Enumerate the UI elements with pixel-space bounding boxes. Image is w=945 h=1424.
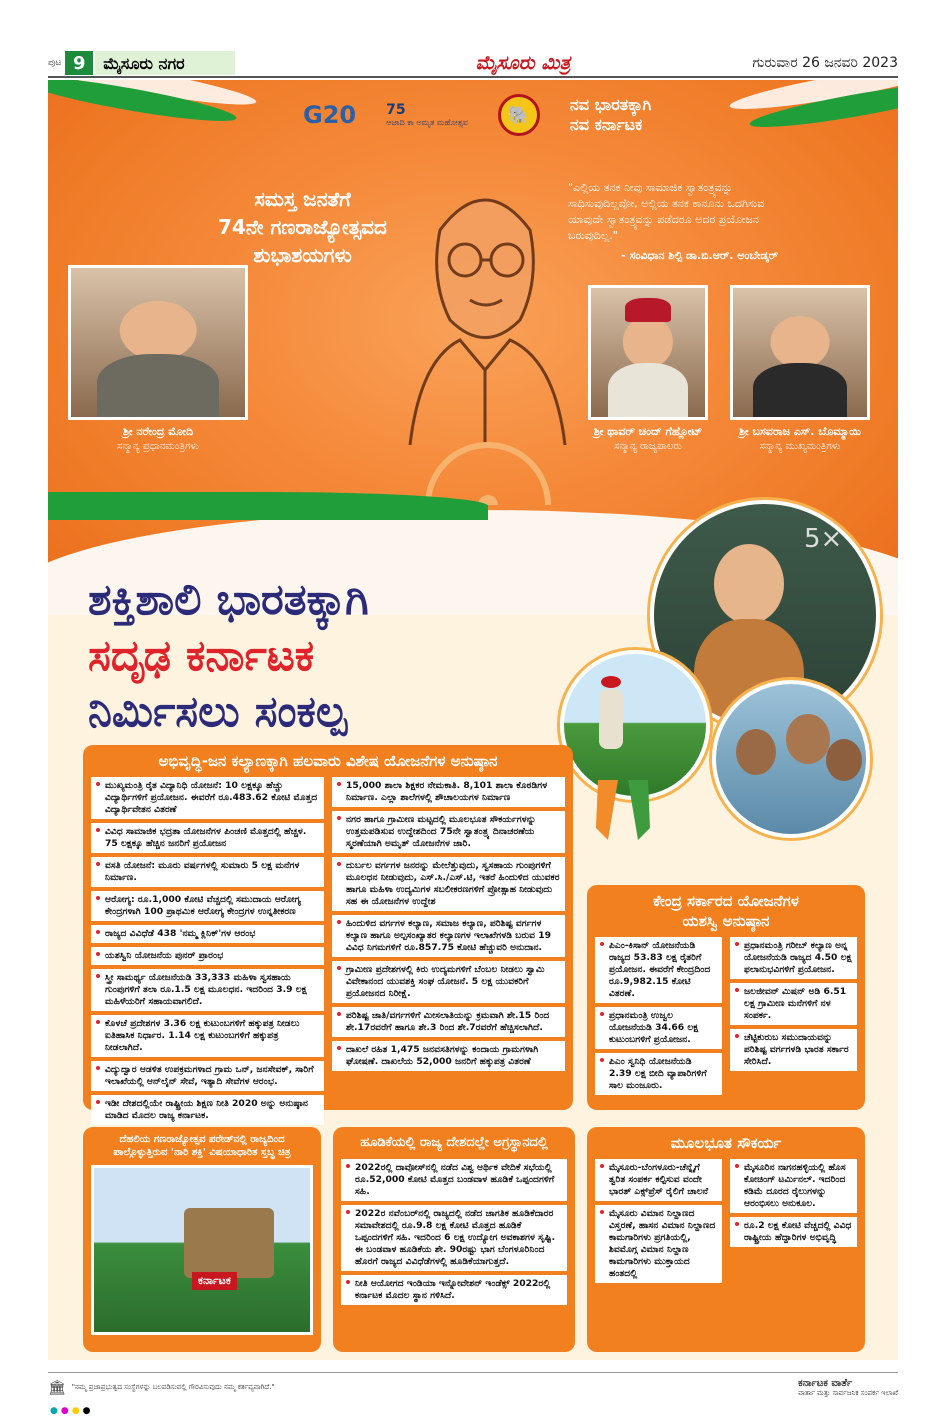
ashoka-chakra-icon xyxy=(378,425,598,505)
list-item: 2022ರ ನವೆಂಬರ್‌ನಲ್ಲಿ ರಾಜ್ಯದಲ್ಲಿ ನಡೆದ ಜಾಗತಿಕ ಹೂಡಿಕೆದಾರರ ಸಮಾವೇಶದಲ್ಲಿ ರೂ.9.8 ಲಕ್ಷ ಕೋಟಿ ಮೊತ್ತದ ಹೂಡಿಕೆ ಒಪ್ಪಂದಗಳಿಗೆ ಸಹಿ. ಇದರಿಂದ 6 ಲಕ್ಷ ಉದ್ಯೋಗ ಅವಕಾಶಗಳ ಸೃಷ್ಟಿ. ಈ ಬಂಡವಾಳ ಹೂಡಿಕೆಯ ಶೇ. 90ರಷ್ಟು ಭಾಗ ಬೆಂಗಳೂರಿನಿಂದ ಹೊರಗೆ ರಾಜ್ಯದ ವಿವಿಧೆಡೆಗಳಲ್ಲಿ ಹೂಡಿಕೆಯಾಗುತ್ತದೆ. xyxy=(341,1205,567,1271)
list-item: ನೀತಿ ಆಯೋಗದ ಇಂಡಿಯಾ ಇನ್ನೋವೇಶನ್ ಇಂಡೆಕ್ಸ್ 2022ರಲ್ಲಿ ಕರ್ನಾಟಕ ಮೊದಲ ಸ್ಥಾನ ಗಳಿಸಿದೆ. xyxy=(341,1275,567,1305)
paper-name: ಮೈಸೂರು ಮಿತ್ರ xyxy=(475,52,571,74)
cm-caption: ಶ್ರೀ ಬಸವರಾಜ ಎಸ್. ಬೊಮ್ಮಾಯಿ ಸನ್ಮಾನ್ಯ ಮುಖ್ಯಮಂತ್ರಿಗಳು xyxy=(739,425,861,452)
list-item: ಮೈಸೂರು-ಬೆಂಗಳೂರು-ಚೆನ್ನೈಗೆ ತ್ವರಿತ ಸಂಪರ್ಕ ಕಲ್ಪಿಸುವ ವಂದೇ ಭಾರತ್ ಎಕ್ಸ್‌ಪ್ರೆಸ್ ರೈಲಿಗೆ ಚಾಲನೆ xyxy=(595,1159,722,1201)
list-item: ಆರೋಗ್ಯ: ರೂ.1,000 ಕೋಟಿ ವೆಚ್ಚದಲ್ಲಿ ಸಮುದಾಯ ಆರೋಗ್ಯ ಕೇಂದ್ರಗಳಾಗಿ 100 ಪ್ರಾಥಮಿಕ ಆರೋಗ್ಯ ಕೇಂದ್ರಗಳ ಉನ್ನತೀಕರಣ xyxy=(91,891,324,921)
infra-title: ಮೂಲಭೂತ ಸೌಕರ್ಯ xyxy=(670,1134,782,1152)
footer-quote: "ನಮ್ಮ ಪ್ರಜಾಪ್ರಭುತ್ವದ ಸಂಸ್ಥೆಗಳನ್ನು ಬಲಪಡಿಸುವಲ್ಲಿ ಗೌರವಿಸುವುದು ನಮ್ಮ ಕರ್ತವ್ಯವಾಗಿದೆ." xyxy=(71,1383,275,1391)
issue-date: ಗುರುವಾರ 26 ಜನವರಿ 2023 xyxy=(752,55,898,71)
karnataka-seal-icon: 🐘 xyxy=(498,94,540,136)
list-item: ಪರಿಶಿಷ್ಟ ಜಾತಿ/ವರ್ಗಗಳಿಗೆ ಮೀಸಲಾತಿಯನ್ನು ಕ್ರಮವಾಗಿ ಶೇ.15 ರಿಂದ ಶೇ.17ರವರೆಗೆ ಹಾಗೂ ಶೇ.3 ರಿಂದ ಶೇ.7ರವರೆಗೆ ಹೆಚ್ಚಿಸಲಾಗಿದೆ. xyxy=(332,1007,565,1037)
list-item: ಪಿಎಂ-ಕಿಸಾನ್ ಯೋಜನೆಯಡಿ ರಾಜ್ಯದ 53.83 ಲಕ್ಷ ರೈತರಿಗೆ ಪ್ರಯೋಜನ. ಈವರೆಗೆ ಕೇಂದ್ರದಿಂದ ರೂ.9,982.15 ಕೋಟಿ ವಿತರಣೆ. xyxy=(595,937,722,1003)
central-title: ಕೇಂದ್ರ ಸರ್ಕಾರದ ಯೋಜನೆಗಳ ಯಶಸ್ವಿ ಅನುಷ್ಠಾನ xyxy=(653,892,799,930)
investment-title: ಹೂಡಿಕೆಯಲ್ಲಿ ರಾಜ್ಯ ದೇಶದಲ್ಲೇ ಅಗ್ರಸ್ಥಾನದಲ್ಲಿ xyxy=(360,1135,548,1150)
headline: ಶಕ್ತಿಶಾಲಿ ಭಾರತಕ್ಕಾಗಿ ಸದೃಢ ಕರ್ನಾಟಕ ನಿರ್ಮಿಸಲು ಸಂಕಲ್ಪ xyxy=(88,575,369,737)
ambedkar-sketch xyxy=(380,160,590,445)
g20-logo: G20 xyxy=(303,101,357,129)
list-item: ರಾಜ್ಯದ ವಿವಿಧೆಡೆ 438 'ನಮ್ಮ ಕ್ಲಿನಿಕ್'ಗಳ ಆರಂಭ xyxy=(91,925,324,943)
students-photo xyxy=(712,680,870,838)
print-marks: ●●●● xyxy=(50,1406,94,1416)
central-schemes-box xyxy=(587,885,865,1110)
list-item: ಗ್ರಾಮೀಣ ಪ್ರದೇಶಗಳಲ್ಲಿ ಕಿರು ಉದ್ಯಮಗಳಿಗೆ ಬೆಂಬಲ ನೀಡಲು ಸ್ವಾಮಿ ವಿವೇಕಾನಂದ ಯುವಶಕ್ತಿ ಸಂಘ ಯೋಜನೆ. 5 ಲಕ್ಷ ಯುವಕರಿಗೆ ಪ್ರಯೋಜನದ ನಿರೀಕ್ಷೆ. xyxy=(332,961,565,1003)
list-item: ಪ್ರಧಾನಮಂತ್ರಿ ಉಜ್ವಲ ಯೋಜನೆಯಡಿ 34.66 ಲಕ್ಷ ಕುಟುಂಬಗಳಿಗೆ ಪ್ರಯೋಜನ. xyxy=(595,1007,722,1049)
tableau-photo xyxy=(91,1165,313,1335)
masthead xyxy=(48,50,898,78)
list-item: ಹಿಂದುಳಿದ ವರ್ಗಗಳ ಕಲ್ಯಾಣ, ಸಮಾಜ ಕಲ್ಯಾಣ, ಪರಿಶಿಷ್ಟ ವರ್ಗಗಳ ಕಲ್ಯಾಣ ಹಾಗೂ ಅಲ್ಪಸಂಖ್ಯಾತರ ಕಲ್ಯಾಣಗಳ ಇಲಾಖೆಗಳಡಿ ಬರುವ 19 ವಿವಿಧ ನಿಗಮಗಳಿಗೆ ರೂ.857.75 ಕೋಟಿ ಹೆಚ್ಚುವರಿ ಅನುದಾನ. xyxy=(332,915,565,957)
parliament-icon: 🏛 xyxy=(48,1379,66,1396)
list-item: ಚೆಟ್ಟಿಕುರುಬ ಸಮುದಾಯವನ್ನು ಪರಿಶಿಷ್ಟ ವರ್ಗಗಳಡಿ ಭಾರತ ಸರ್ಕಾರ ಸೇರಿಸಿದೆ. xyxy=(730,1029,857,1071)
list-item: ಮೈಸೂರಿನ ನಾಗನಹಳ್ಳಿಯಲ್ಲಿ ಹೊಸ ಕೋಚಿಂಗ್ ಟರ್ಮಿನಲ್. ಇದರಿಂದ ಕಡಿಮೆ ದೂರದ ರೈಲುಗಳನ್ನು ಆರಂಭಿಸಲು ಅನುಕೂಲ. xyxy=(730,1159,857,1213)
page-label: ಪುಟ xyxy=(48,58,62,68)
list-item: ಸ್ತ್ರೀ ಸಾಮರ್ಥ್ಯ ಯೋಜನೆಯಡಿ 33,333 ಮಹಿಳಾ ಸ್ವಸಹಾಯ ಗುಂಪುಗಳಿಗೆ ತಲಾ ರೂ.1.5 ಲಕ್ಷ ಮೂಲಧನ. ಇದರಿಂದ 3.9 ಲಕ್ಷ ಮಹಿಳೆಯರಿಗೆ ಸಹಾಯವಾಗಲಿದೆ. xyxy=(91,969,324,1011)
list-item: 2022ರಲ್ಲಿ ದಾವೋಸ್‌ನಲ್ಲಿ ನಡೆದ ವಿಶ್ವ ಆರ್ಥಿಕ ವೇದಿಕೆ ಸಭೆಯಲ್ಲಿ ರೂ.52,000 ಕೋಟಿ ಮೊತ್ತದ ಬಂಡವಾಳ ಹೂಡಿಕೆ ಒಪ್ಪಂದಗಳಿಗೆ ಸಹಿ. xyxy=(341,1159,567,1201)
list-item: ಪಿಎಂ ಸ್ವನಿಧಿ ಯೋಜನೆಯಡಿ 2.39 ಲಕ್ಷ ಬೀದಿ ವ್ಯಾಪಾರಿಗಳಿಗೆ ಸಾಲ ಮಂಜೂರು. xyxy=(595,1053,722,1095)
list-item: ವಿದ್ಯುದ್ವಾರ ಆಡಳಿತ ಉಪಕ್ರಮಗಳಾದ ಗ್ರಾಮ ಒನ್, ಜನಸೇವಕ್, ಸಾರಿಗೆ ಇಲಾಖೆಯಲ್ಲಿ ಆನ್‌ಲೈನ್ ಸೇವೆ, ಇತ್ಯಾದಿ ಸೇವೆಗಳ ಆರಂಭ. xyxy=(91,1061,324,1091)
welfare-schemes-box xyxy=(83,745,573,1121)
parade-box xyxy=(83,1127,321,1352)
list-item: ನಗರ ಹಾಗೂ ಗ್ರಾಮೀಣ ಮಟ್ಟದಲ್ಲಿ ಮೂಲಭೂತ ಸೌಕರ್ಯಗಳನ್ನು ಉತ್ತಮಪಡಿಸುವ ಉದ್ದೇಶದಿಂದ 75ನೇ ಸ್ವಾತಂತ್ರ್ಯ ದಿನಾಚರಣೆಯ ಸ್ಮರಣೆಯಾಗಿ ಅಮೃತ್ ಯೋಜನೆಗಳ ಜಾರಿ. xyxy=(332,811,565,853)
logo-row xyxy=(303,94,651,136)
list-item: 15,000 ಶಾಲಾ ಶಿಕ್ಷಕರ ನೇಮಕಾತಿ. 8,101 ಶಾಲಾ ಕೊಠಡಿಗಳ ನಿರ್ಮಾಣ. ಎಲ್ಲಾ ಶಾಲೆಗಳಲ್ಲಿ ಶೌಚಾಲಯಗಳ ನಿರ್ಮಾಣ xyxy=(332,777,565,807)
slogan: ನವ ಭಾರತಕ್ಕಾಗಿ ನವ ಕರ್ನಾಟಕ xyxy=(569,95,652,134)
list-item: ಯಶಸ್ವಿನಿ ಯೋಜನೆಯ ಪುನರ್ ಪ್ರಾರಂಭ xyxy=(91,947,324,965)
footer xyxy=(48,1372,898,1402)
footer-dept: ಕರ್ನಾಟಕ ವಾರ್ತೆ ವಾರ್ತಾ ಮತ್ತು ಸಾರ್ವಜನಿಕ ಸಂಪರ್ಕ ಇಲಾಖೆ xyxy=(798,1377,898,1397)
list-item: ಇಡೀ ದೇಶದಲ್ಲಿಯೇ ರಾಷ್ಟ್ರೀಯ ಶಿಕ್ಷಣ ನೀತಿ 2020 ಅನ್ನು ಅನುಷ್ಠಾನ ಮಾಡಿದ ಮೊದಲ ರಾಜ್ಯ ಕರ್ನಾಟಕ. xyxy=(91,1095,324,1125)
governor-portrait xyxy=(588,285,708,420)
farmer-photo xyxy=(560,650,710,800)
ribbon-decoration xyxy=(588,780,658,840)
infra-left-column xyxy=(595,1159,722,1283)
section-title: ಮೈಸೂರು ನಗರ xyxy=(95,51,234,75)
teacher-photo: 5× xyxy=(650,500,880,730)
parade-caption: ದೆಹಲಿಯ ಗಣರಾಜ್ಯೋತ್ಸವ ಪರೇಡ್‌ನಲ್ಲಿ ರಾಜ್ಯದಿಂದ ಪಾಲ್ಗೊಳ್ಳುತ್ತಿರುವ 'ನಾರಿ ಶಕ್ತಿ' ವಿಷಯಾಧಾರಿತ ಸ್ತಬ್ಧ ಚಿತ್ರ xyxy=(113,1134,291,1158)
page-number: 9 xyxy=(65,51,93,75)
list-item: ಜಲಜೀವನ್ ಮಿಷನ್ ಅಡಿ 6.51 ಲಕ್ಷ ಗ್ರಾಮೀಣ ಮನೆಗಳಿಗೆ ನಳ ಸಂಪರ್ಕ. xyxy=(730,983,857,1025)
tableau-label: ಕರ್ನಾಟಕ xyxy=(192,1272,237,1290)
list-item: ಮೈಸೂರು ವಿಮಾನ ನಿಲ್ದಾಣದ ವಿಸ್ತರಣೆ, ಹಾಸನ ವಿಮಾನ ನಿಲ್ದಾಣದ ಕಾಮಗಾರಿಗಳು ಪ್ರಗತಿಯಲ್ಲಿ, ಶಿವಮೊಗ್ಗ ವಿಮಾನ ನಿಲ್ದಾಣ ಕಾಮಗಾರಿಗಳು ಮುಕ್ತಾಯದ ಹಂತದಲ್ಲಿ xyxy=(595,1205,722,1283)
cm-portrait xyxy=(730,285,870,420)
list-item: ಕೊಳಚೆ ಪ್ರದೇಶಗಳ 3.36 ಲಕ್ಷ ಕುಟುಂಬಗಳಿಗೆ ಹಕ್ಕುಪತ್ರ ನೀಡಲು ಐತಿಹಾಸಿಕ ನಿರ್ಧಾರ. 1.14 ಲಕ್ಷ ಕುಟುಂಬಗಳಿಗೆ ಹಕ್ಕುಪತ್ರ ನೀಡಲಾಗಿದೆ. xyxy=(91,1015,324,1057)
ambedkar-quote: "ಎಲ್ಲಿಯ ತನಕ ನೀವು ಸಾಮಾಜಿಕ ಸ್ವಾತಂತ್ರ್ಯವನ್ನು ಸಾಧಿಸುವುದಿಲ್ಲವೋ, ಅಲ್ಲಿಯ ತನಕ ಕಾನೂನು ಒದಗಿಸುವ ಯಾವುದೇ ಸ್ವಾತಂತ್ರ್ಯವನ್ನು ಪಡೆದರೂ ಅದರ ಪ್ರಯೋಜನ ಬರುವುದಿಲ್ಲ." - ಸಂವಿಧಾನ ಶಿಲ್ಪಿ ಡಾ.ಬಿ.ಆರ್. ಅಂಬೇಡ್ಕರ್ xyxy=(568,181,778,262)
flag-wave-green xyxy=(48,492,488,520)
investment-box xyxy=(333,1127,575,1352)
central-right-column xyxy=(730,937,857,1095)
list-item: ವಿವಿಧ ಸಾಮಾಜಿಕ ಭದ್ರತಾ ಯೋಜನೆಗಳ ಪಿಂಚಣಿ ಮೊತ್ತದಲ್ಲಿ ಹೆಚ್ಚಳ. 75 ಲಕ್ಷಕ್ಕೂ ಹೆಚ್ಚಿನ ಜನರಿಗೆ ಪ್ರಯೋಜನ xyxy=(91,823,324,853)
welfare-left-column xyxy=(91,777,324,1125)
welfare-right-column xyxy=(332,777,565,1125)
infra-right-column xyxy=(730,1159,857,1283)
modi-portrait xyxy=(68,265,248,420)
central-left-column xyxy=(595,937,722,1095)
azadi-logo: 75 ಆಜಾದಿ ಕಾ ಅಮೃತ ಮಹೋತ್ಸವ xyxy=(386,102,468,127)
list-item: ದುರ್ಬಲ ವರ್ಗಗಳ ಜನರನ್ನು ಮೇಲೆತ್ತುವುದು, ಸ್ವಸಹಾಯ ಗುಂಪುಗಳಿಗೆ ಮೂಲಧನ ನೀಡುವುದು, ಎಸ್.ಸಿ./ಎಸ್.ಟಿ, ಇತರೆ ಹಿಂದುಳಿದ ಯುವಕರ ಹಾಗೂ ಮಹಿಳಾ ಉದ್ಯಮಿಗಳ ಸಬಲೀಕರಣಗಳಿಗೆ ಪ್ರೋತ್ಸಾಹ ನೀಡುವುದು ಸಹ ಈ ಯೋಜನೆಗಳ ಉದ್ದೇಶ xyxy=(332,857,565,911)
list-item: ರೂ.2 ಲಕ್ಷ ಕೋಟಿ ವೆಚ್ಚದಲ್ಲಿ ವಿವಿಧ ರಾಷ್ಟ್ರೀಯ ಹೆದ್ದಾರಿಗಳ ಅಭಿವೃದ್ಧಿ xyxy=(730,1217,857,1247)
republic-day-greeting: ಸಮಸ್ತ ಜನತೆಗೆ 74ನೇ ಗಣರಾಜ್ಯೋತ್ಸವದ ಶುಭಾಶಯಗಳು xyxy=(218,187,387,267)
modi-caption: ಶ್ರೀ ನರೇಂದ್ರ ಮೋದಿ ಸನ್ಮಾನ್ಯ ಪ್ರಧಾನಮಂತ್ರಿಗಳು xyxy=(117,425,199,452)
list-item: ಪ್ರಧಾನಮಂತ್ರಿ ಗರೀಬ್ ಕಲ್ಯಾಣ ಅನ್ನ ಯೋಜನೆಯಡಿ ರಾಜ್ಯದ 4.50 ಲಕ್ಷ ಫಲಾನುಭವಿಗಳಿಗೆ ಪ್ರಯೋಜನ. xyxy=(730,937,857,979)
list-item: ದಾಖಲೆ ರಹಿತ 1,475 ಜನವಸತಿಗಳನ್ನು ಕಂದಾಯ ಗ್ರಾಮಗಳಾಗಿ ಘೋಷಣೆ. ದಾಖಲೆಯ 52,000 ಜನರಿಗೆ ಹಕ್ಕುಪತ್ರ ವಿತರಣೆ xyxy=(332,1041,565,1071)
investment-list xyxy=(341,1159,567,1305)
welfare-title: ಅಭಿವೃದ್ಧಿ-ಜನ ಕಲ್ಯಾಣಕ್ಕಾಗಿ ಹಲವಾರು ವಿಶೇಷ ಯೋಜನೆಗಳ ಅನುಷ್ಠಾನ xyxy=(158,752,498,770)
list-item: ವಸತಿ ಯೋಜನೆ: ಮೂರು ವರ್ಷಗಳಲ್ಲಿ ಸುಮಾರು 5 ಲಕ್ಷ ಮನೆಗಳ ನಿರ್ಮಾಣ. xyxy=(91,857,324,887)
infrastructure-box xyxy=(587,1127,865,1352)
list-item: ಮುಖ್ಯಮಂತ್ರಿ ರೈತ ವಿದ್ಯಾನಿಧಿ ಯೋಜನೆ: 10 ಲಕ್ಷಕ್ಕೂ ಹೆಚ್ಚು ವಿದ್ಯಾರ್ಥಿಗಳಿಗೆ ಪ್ರಯೋಜನ. ಈವರೆಗೆ ರೂ.483.62 ಕೋಟಿ ಮೊತ್ತದ ವಿದ್ಯಾರ್ಥಿವೇತನ ವಿತರಣೆ xyxy=(91,777,324,819)
governor-caption: ಶ್ರೀ ಥಾವರ್ ಚಂದ್ ಗೆಹ್ಲೋಟ್ ಸನ್ಮಾನ್ಯ ರಾಜ್ಯಪಾಲರು xyxy=(593,425,703,452)
